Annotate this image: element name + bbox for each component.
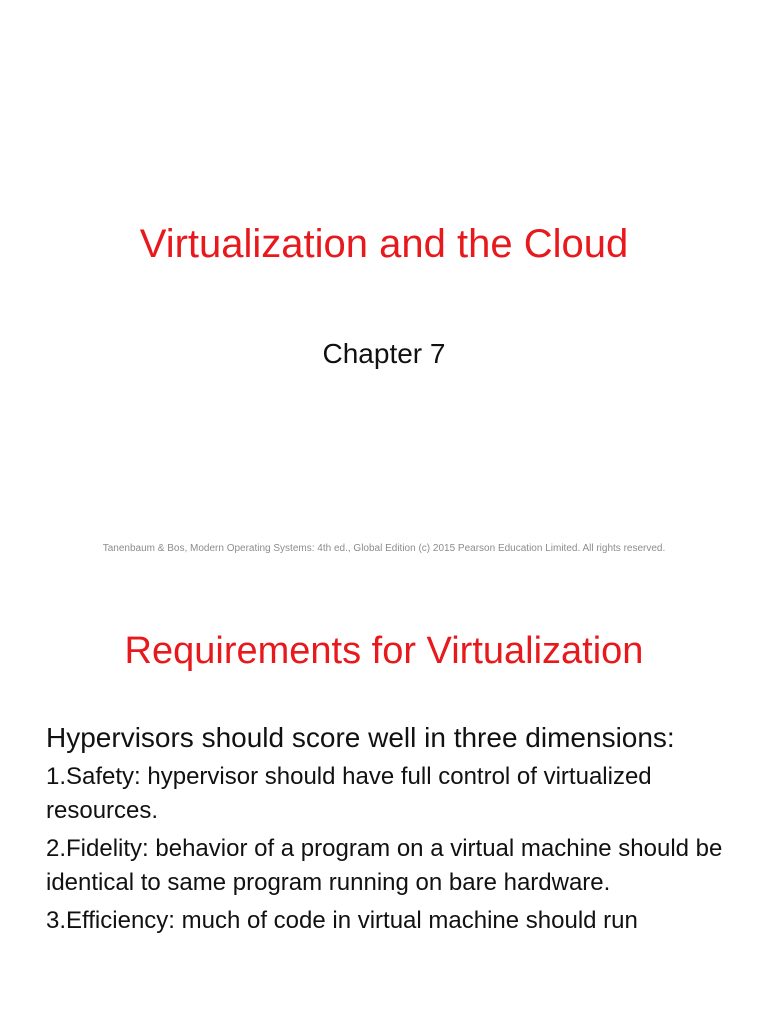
slide-title-heading: Virtualization and the Cloud bbox=[139, 222, 629, 266]
slide-subtitle: Chapter 7 bbox=[322, 338, 446, 369]
slide-requirements bbox=[0, 582, 768, 1024]
requirement-item-fidelity: 2.Fidelity: behavior of a program on a virtual machine should be identical to same program running on bare hardware. bbox=[46, 835, 723, 896]
requirements-heading: Requirements for Virtualization bbox=[124, 630, 644, 672]
requirements-intro: Hypervisors should score well in three dimensions: bbox=[46, 722, 675, 753]
requirement-item-safety: 1.Safety: hypervisor should have full control of virtualized resources. bbox=[46, 763, 652, 824]
requirement-item-efficiency: 3.Efficiency: much of code in virtual machine should run bbox=[46, 907, 638, 934]
slide-footer-copyright: Tanenbaum & Bos, Modern Operating Systems: 4th ed., Global Edition (c) 2015 Pearson Education Limited. All rights reserved. bbox=[102, 543, 666, 554]
requirements-body bbox=[46, 720, 746, 942]
